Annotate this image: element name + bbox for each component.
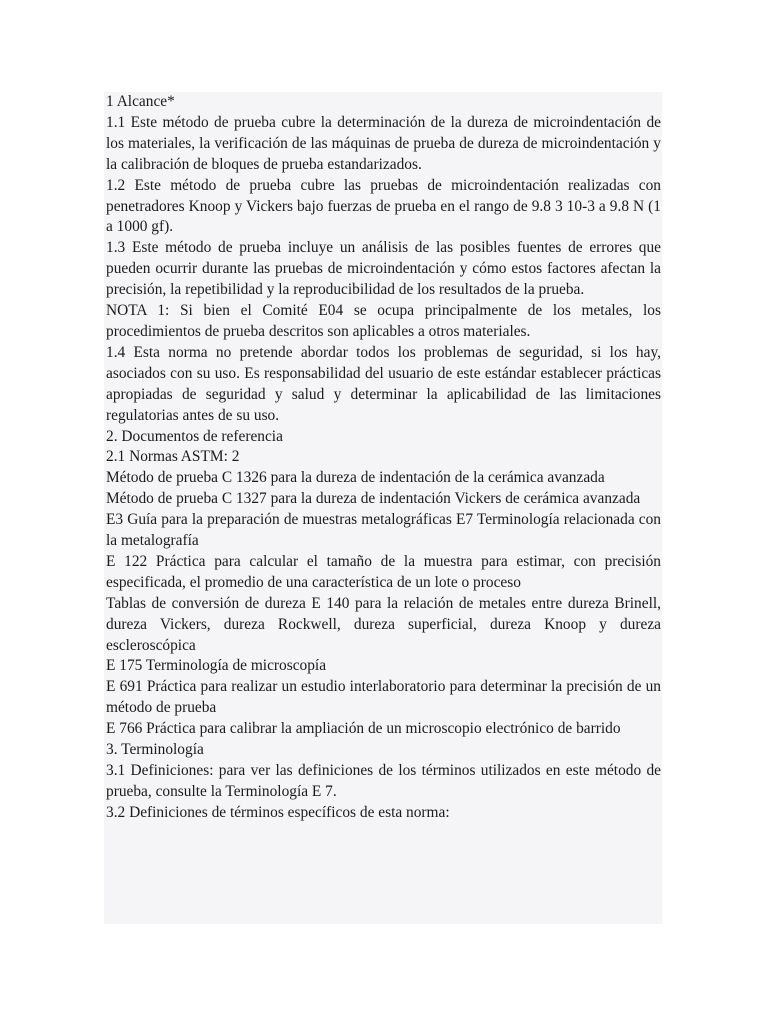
paragraph-1-1: 1.1 Este método de prueba cubre la determinación de la dureza de microindentación de los materiales, la verificación de las máquinas de prueba de dureza de microindentación y la calibración de bloques de prueba estandarizados. [106,113,661,173]
document-body [104,92,662,824]
section-heading-scope: 1 Alcance* [106,93,175,110]
reference-e140: Tablas de conversión de dureza E 140 para la relación de metales entre dureza Brinell, dureza Vickers, dureza Rockwell, dureza superficial, dureza Knoop y dureza escleroscópica [106,594,661,654]
section-heading-terminology: 3. Terminología [106,741,204,759]
paragraph-1-3: 1.3 Este método de prueba incluye un análisis de las posibles fuentes de errores que pueden ocurrir durante las pruebas de microindentación y cómo estos factores afectan la precisión, la repetibilidad y la reproducibilidad de los resultados de la prueba. [106,239,661,299]
reference-e122: E 122 Práctica para calcular el tamaño de la muestra para estimar, con precisión especificada, el promedio de una característica de un lote o proceso [106,552,661,591]
reference-e175: E 175 Terminología de microscopía [106,657,327,675]
paragraph-2-1: 2.1 Normas ASTM: 2 [106,448,240,466]
paragraph-3-2: 3.2 Definiciones de términos específicos de esta norma: [106,803,450,821]
reference-e691: E 691 Práctica para realizar un estudio interlaboratorio para determinar la precisión de un método de prueba [106,678,661,717]
reference-c1326: Método de prueba C 1326 para la dureza de indentación de la cerámica avanzada [106,469,605,487]
reference-e766: E 766 Práctica para calibrar la ampliación de un microscopio electrónico de barrido [106,720,621,738]
section-heading-references: 2. Documentos de referencia [106,427,283,445]
reference-c1327: Método de prueba C 1327 para la dureza de indentación Vickers de cerámica avanzada [106,490,641,508]
paragraph-1-4: 1.4 Esta norma no pretende abordar todos los problemas de seguridad, si los hay, asociados con su uso. Es responsabilidad del usuario de este estándar establecer prácticas apropiadas de seguridad y salud y determinar la aplicabilidad de las limitaciones regulatorias antes de su uso. [106,343,661,424]
paragraph-1-2: 1.2 Este método de prueba cubre las pruebas de microindentación realizadas con penetradores Knoop y Vickers bajo fuerzas de prueba en el rango de 9.8 3 10-3 a 9.8 N (1 a 1000 gf). [106,176,661,236]
note-1: NOTA 1: Si bien el Comité E04 se ocupa principalmente de los metales, los procedimientos de prueba descritos son aplicables a otros materiales. [106,302,661,340]
paragraph-3-1: 3.1 Definiciones: para ver las definiciones de los términos utilizados en este método de prueba, consulte la Terminología E 7. [106,762,661,800]
reference-e3-e7: E3 Guía para la preparación de muestras metalográficas E7 Terminología relacionada con la metalografía [106,511,661,550]
document-text-block [104,92,662,924]
